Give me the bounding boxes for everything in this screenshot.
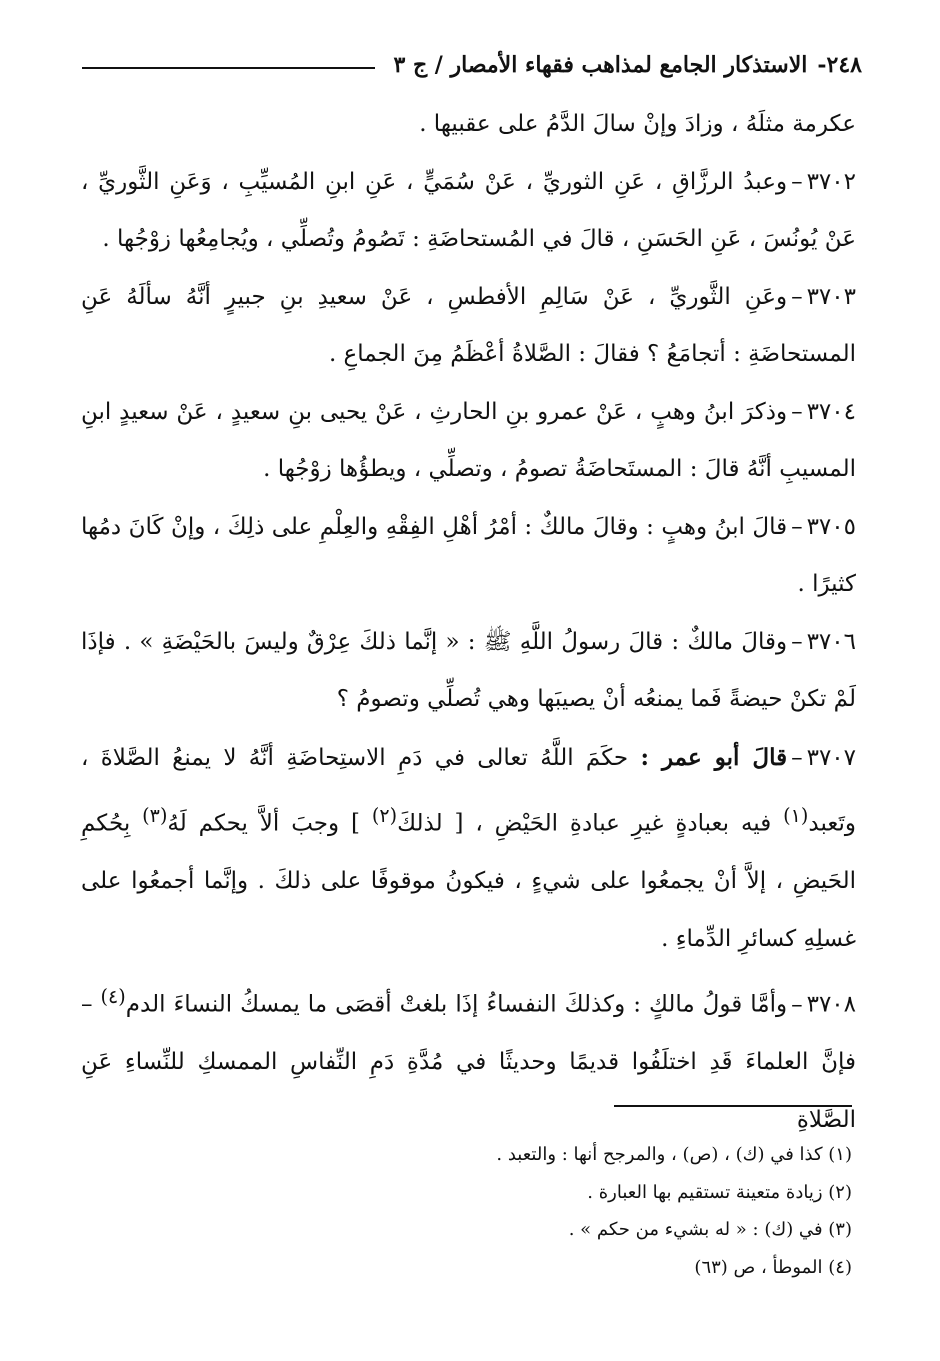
footnote-ref-1: (١)	[783, 804, 809, 827]
footnote-2: (٢) زيادة متعينة تستقيم بها العبارة .	[587, 1181, 852, 1203]
running-header	[82, 38, 862, 78]
paragraph-number: ٣٧٠٢	[806, 168, 856, 195]
paragraph-3707	[81, 729, 856, 969]
footnote-ref-4: (٤)	[100, 985, 126, 1009]
paragraph-3705	[81, 499, 856, 614]
paragraph-text: – فإنَّ العلماءَ قَدِ اختلَفُوا قديمًا وحديثًا في مُدَّةِ دَمِ النِّفاسِ الممسكِ للنِّساءِ عَنِ الصَّلاةِ	[81, 991, 856, 1133]
dash: –	[791, 168, 803, 195]
main-text	[81, 96, 856, 1149]
paragraph-number: ٣٧٠٨	[806, 991, 857, 1018]
paragraph-number: ٣٧٠٤	[806, 398, 856, 425]
paragraph-number: ٣٧٠٣	[806, 283, 856, 310]
paragraph-number: ٣٧٠٥	[806, 513, 856, 540]
paragraph-text: قالَ ابنُ وهبٍ : وقالَ مالكٌ : أمْرُ أهْلِ الفِقْهِ والعِلْمِ على ذلِكَ ، وإنْ كَانَ دمُها كثيرًا .	[81, 513, 856, 597]
footnote-ref-2: (٢)	[371, 804, 398, 827]
paragraph-number: ٣٧٠٧	[806, 744, 857, 771]
footnote-rule	[614, 1105, 852, 1107]
footnote-1: (١) كذا في (ك) ، (ص) ، والمرجح أنها : والتعبد .	[496, 1144, 852, 1165]
page-number: ٢٤٨-	[817, 52, 862, 78]
paragraph-3702	[81, 154, 856, 269]
paragraph-text: وقالَ مالكٌ : قالَ رسولُ اللَّهِ ﷺ : « إنَّما ذلكَ عِرْقٌ وليسَ بالحَيْضَةِ » . فإذَا لَمْ تكنْ حيضةً فَما يمنعُه أنْ يصيبَها وهي تُصلِّي وتصومُ ؟	[81, 628, 856, 712]
paragraph-3706	[81, 614, 856, 729]
paragraph-lead: قالَ أبو عمر :	[640, 743, 788, 771]
dash: –	[791, 398, 803, 425]
running-title: الاستذكار الجامع لمذاهب فقهاء الأمصار / ج ٣	[393, 52, 808, 78]
paragraph-number: ٣٧٠٦	[806, 628, 856, 655]
paragraph-3708	[81, 968, 856, 1149]
header-rule	[82, 67, 375, 69]
footnote-ref-3: (٣)	[142, 804, 168, 827]
paragraph-text: فيه بعبادةٍ غيرِ عبادةِ الحَيْضِ ، [ لذلكَ	[397, 810, 772, 837]
paragraph-3703	[81, 269, 856, 384]
dash: –	[791, 283, 803, 310]
paragraph-text: ] وجبَ ألاَّ يحكم لَهُ	[167, 810, 360, 837]
footnote-4: (٤) الموطأ ، ص (٦٣)	[694, 1256, 852, 1278]
dash: –	[791, 628, 803, 655]
dash: –	[791, 991, 803, 1018]
dash: –	[791, 513, 803, 540]
paragraph-text: وأمَّا قولُ مالكٍ : وكذلكَ النفساءُ إذَا بلغتْ أقصَى ما يمسكُ النساءَ الدم	[125, 991, 788, 1018]
paragraph-text: بِحُكمِ الحَيضِ ، إلاَّ أنْ يجمعُوا على شيءٍ ، فيكونُ موقوفًا على ذلكَ . وإنَّما أجمعُوا على غسلِهِ كسائرِ الدِّماءِ .	[81, 810, 856, 952]
paragraph-3704	[81, 384, 856, 499]
paragraph-text: وعبدُ الرزَّاقِ ، عَنِ الثوريِّ ، عَنْ سُمَيٍّ ، عَنِ ابنِ المُسيِّبِ ، وَعَنِ الثَّوريِّ ، عَنْ يُونُسَ ، عَنِ الحَسَنِ ، قالَ في المُستحاضَةِ : تَصُومُ وتُصلِّي ، ويُجامِعُها زوْجُها .	[81, 168, 856, 252]
paragraph-text: وذكرَ ابنُ وهبٍ ، عَنْ عمرو بنِ الحارثِ ، عَنْ يحيى بنِ سعيدٍ ، عَنْ سعيدٍ ابنِ المسيبِ أنَّهُ قالَ : المستَحاضَةُ تصومُ ، وتصلِّي ، ويطؤُها زوْجُها .	[81, 398, 856, 482]
dash: –	[791, 744, 803, 771]
footnote-3: (٣) في (ك) : « له بشيء من حكم » .	[568, 1219, 852, 1240]
paragraph-text: حكَمَ اللَّهُ تعالى في دَمِ الاستِحاضَةِ أنَّهُ لا يمنعُ الصَّلاةَ ، وتَعبد	[81, 744, 856, 837]
paragraph-text: وعَنِ الثَّوريِّ ، عَنْ سَالِمِ الأفطسِ ، عَنْ سعيدِ بنِ جبيرٍ أنَّهُ سألَهُ عَنِ المستحاضَةِ : أتجامَعُ ؟ فقالَ : الصَّلاةُ أعْظَمُ مِنَ الجماعِ .	[81, 283, 856, 367]
footnotes	[92, 1136, 852, 1286]
paragraph-continuation: عكرمة مثلَهُ ، وزادَ وإنْ سالَ الدَّمُ على عقبيها .	[419, 111, 856, 137]
